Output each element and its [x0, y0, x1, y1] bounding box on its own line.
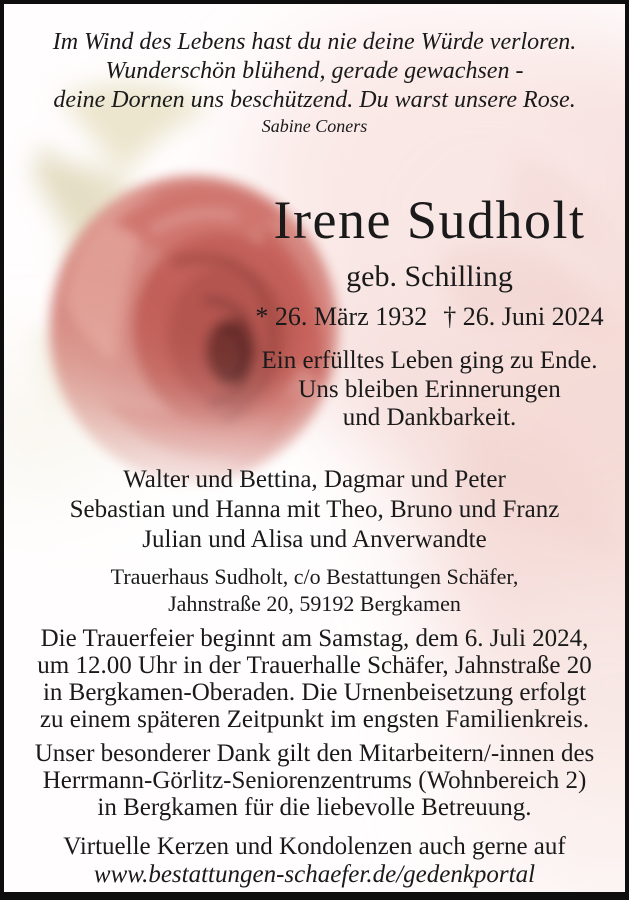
- acknowledgement: [4, 740, 625, 821]
- life-dates: [242, 302, 617, 332]
- poem-attribution: Sabine Coners: [261, 116, 368, 136]
- service-details: [4, 625, 625, 733]
- condolence-info: [4, 833, 625, 888]
- condolence-line: Virtuelle Kerzen und Kondolenzen auch gerne auf: [63, 833, 566, 860]
- deceased-name: Irene Sudholt: [273, 190, 586, 250]
- death-date: † 26. Juni 2024: [443, 302, 604, 331]
- service-line: in Bergkamen-Oberaden. Die Urnenbeisetzung erfolgt: [42, 679, 587, 706]
- acknowledgement-line: Unser besonderer Dank gilt den Mitarbeitern/-innen des: [34, 740, 595, 767]
- funeral-home-address: [4, 563, 625, 617]
- acknowledgement-line: Herrmann-Görlitz-Seniorenzentrums (Wohnbereich 2): [42, 767, 587, 794]
- condolence-portal-url: www.bestattungen-schaefer.de/gedenkportal: [93, 860, 536, 888]
- funeral-home-line: Jahnstraße 20, 59192 Bergkamen: [168, 591, 461, 616]
- poem-line: Wunderschön blühend, gerade gewachsen -: [105, 58, 524, 84]
- mourners-line: Julian und Alisa und Anverwandte: [142, 526, 487, 553]
- acknowledgement-line: in Bergkamen für die liebevolle Betreuung.: [97, 794, 532, 821]
- service-line: zu einem späteren Zeitpunkt im engsten Familienkreis.: [39, 706, 590, 733]
- poem: [4, 28, 625, 115]
- mourners-list: [4, 465, 625, 555]
- birth-date: * 26. März 1932: [255, 302, 428, 331]
- epitaph-line: und Dankbarkeit.: [342, 404, 517, 431]
- epitaph-line: Ein erfülltes Leben ging zu Ende.: [261, 347, 598, 374]
- funeral-home-line: Trauerhaus Sudholt, c/o Bestattungen Schäfer,: [110, 564, 519, 589]
- poem-line: deine Dornen uns beschützend. Du warst unsere Rose.: [53, 87, 576, 113]
- deceased-birth-name: geb. Schilling: [346, 260, 513, 293]
- poem-line: Im Wind des Lebens hast du nie deine Würde verloren.: [52, 29, 577, 55]
- service-line: Die Trauerfeier beginnt am Samstag, dem 6. Juli 2024,: [40, 625, 589, 652]
- deceased-block: [242, 190, 617, 433]
- epitaph: [242, 347, 617, 433]
- service-line: um 12.00 Uhr in der Trauerhalle Schäfer, Jahnstraße 20: [37, 652, 592, 679]
- mourners-line: Sebastian und Hanna mit Theo, Bruno und Franz: [69, 496, 560, 523]
- mourners-line: Walter und Bettina, Dagmar und Peter: [123, 466, 506, 493]
- epitaph-line: Uns bleiben Erinnerungen: [298, 375, 561, 403]
